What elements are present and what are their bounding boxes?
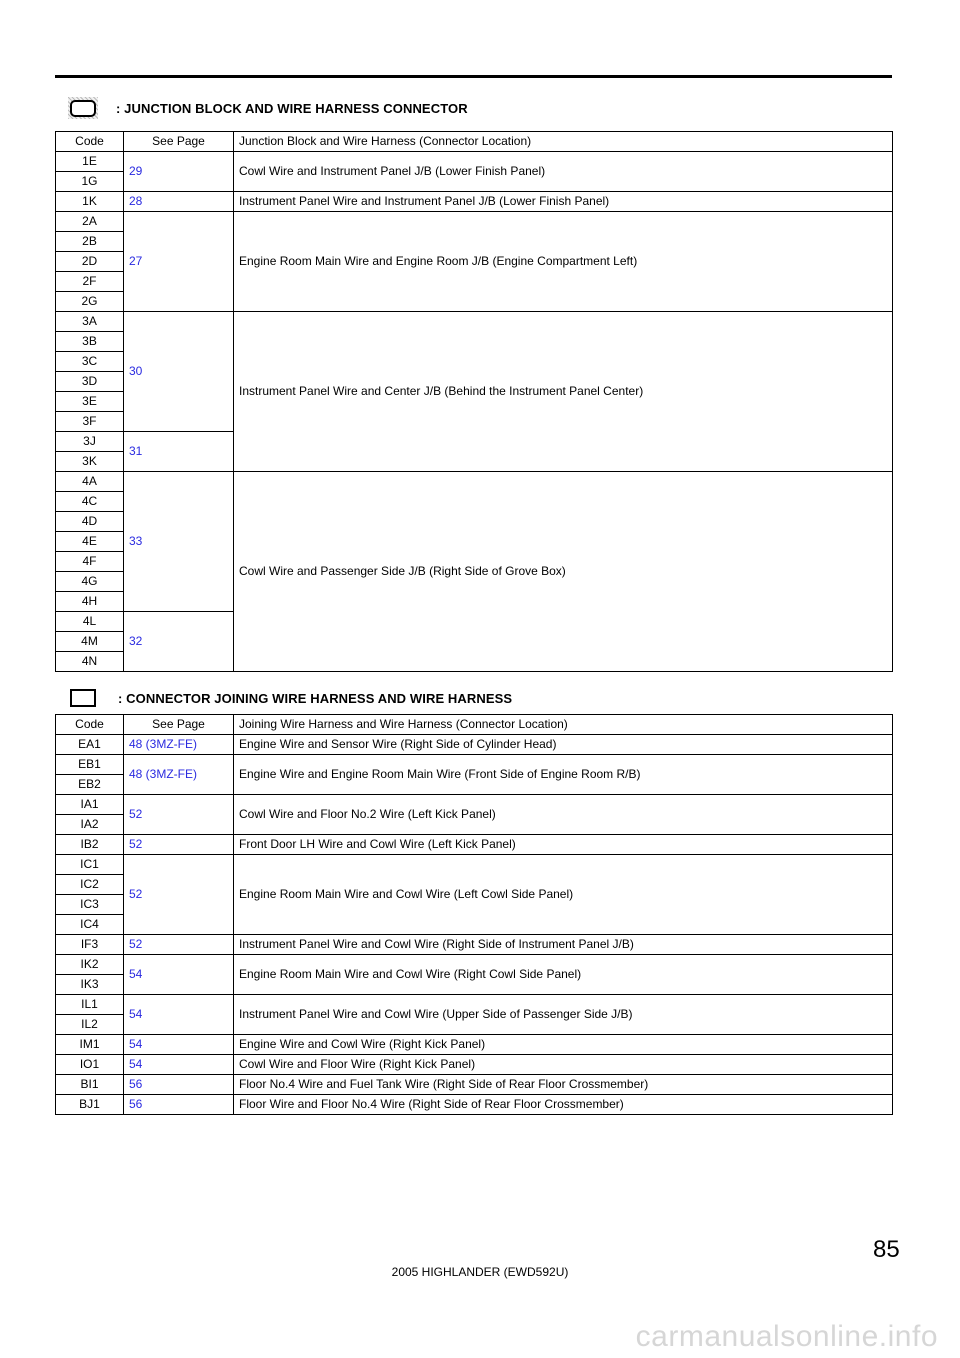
column-header-location: Joining Wire Harness and Wire Harness (Connector Location) [234,715,893,735]
section1-header [68,95,468,121]
code-cell: 3F [56,412,124,432]
code-cell: EB2 [56,775,124,795]
location-cell: Cowl Wire and Passenger Side J/B (Right Side of Grove Box) [234,472,893,672]
column-header-code: Code [56,132,124,152]
see-page-link[interactable]: 31 [124,432,234,472]
see-page-link[interactable]: 30 [124,312,234,432]
location-cell: Engine Room Main Wire and Engine Room J/B (Engine Compartment Left) [234,212,893,312]
code-cell: EB1 [56,755,124,775]
section2-header [68,685,512,711]
table-row [56,1095,893,1115]
wire-harness-table [55,714,893,1115]
location-cell: Engine Wire and Sensor Wire (Right Side of Cylinder Head) [234,735,893,755]
footer-text: 2005 HIGHLANDER (EWD592U) [391,1265,569,1279]
code-cell: BJ1 [56,1095,124,1115]
location-cell: Engine Wire and Engine Room Main Wire (Front Side of Engine Room R/B) [234,755,893,795]
code-cell: 3C [56,352,124,372]
code-cell: IL2 [56,1015,124,1035]
table-header-row [56,132,893,152]
code-cell: 4E [56,532,124,552]
table-row [56,995,893,1015]
code-cell: IC2 [56,875,124,895]
code-cell: IA2 [56,815,124,835]
junction-block-table [55,131,893,672]
code-cell: 2F [56,272,124,292]
location-cell: Engine Room Main Wire and Cowl Wire (Right Cowl Side Panel) [234,955,893,995]
location-cell: Floor No.4 Wire and Fuel Tank Wire (Right Side of Rear Floor Crossmember) [234,1075,893,1095]
see-page-link[interactable]: 48 (3MZ-FE) [124,755,234,795]
location-cell: Floor Wire and Floor No.4 Wire (Right Side of Rear Floor Crossmember) [234,1095,893,1115]
code-cell: IA1 [56,795,124,815]
location-cell: Engine Wire and Cowl Wire (Right Kick Panel) [234,1035,893,1055]
table-row [56,192,893,212]
code-cell: IL1 [56,995,124,1015]
column-header-code: Code [56,715,124,735]
see-page-link[interactable]: 32 [124,612,234,672]
code-cell: 4M [56,632,124,652]
column-header-see-page: See Page [124,715,234,735]
code-cell: 2A [56,212,124,232]
table-row [56,472,893,492]
location-cell: Engine Room Main Wire and Cowl Wire (Left Cowl Side Panel) [234,855,893,935]
see-page-link[interactable]: 28 [124,192,234,212]
see-page-link[interactable]: 54 [124,995,234,1035]
column-header-location: Junction Block and Wire Harness (Connector Location) [234,132,893,152]
location-cell: Front Door LH Wire and Cowl Wire (Left Kick Panel) [234,835,893,855]
see-page-link[interactable]: 52 [124,935,234,955]
code-cell: 4A [56,472,124,492]
code-cell: IK3 [56,975,124,995]
table-row [56,312,893,332]
table-row [56,1055,893,1075]
see-page-link[interactable]: 52 [124,855,234,935]
junction-block-icon [68,97,98,119]
top-rule [55,75,892,78]
table-row [56,735,893,755]
see-page-link[interactable]: 56 [124,1075,234,1095]
see-page-link[interactable]: 56 [124,1095,234,1115]
table-row [56,855,893,875]
code-cell: 1G [56,172,124,192]
code-cell: 2B [56,232,124,252]
location-cell: Instrument Panel Wire and Cowl Wire (Right Side of Instrument Panel J/B) [234,935,893,955]
section1-title: : JUNCTION BLOCK AND WIRE HARNESS CONNECTOR [116,100,468,116]
table-row [56,1035,893,1055]
code-cell: 4L [56,612,124,632]
location-cell: Instrument Panel Wire and Center J/B (Behind the Instrument Panel Center) [234,312,893,472]
location-cell: Cowl Wire and Instrument Panel J/B (Lower Finish Panel) [234,152,893,192]
code-cell: 4N [56,652,124,672]
location-cell: Instrument Panel Wire and Cowl Wire (Upper Side of Passenger Side J/B) [234,995,893,1035]
see-page-link[interactable]: 54 [124,955,234,995]
table-row [56,955,893,975]
code-cell: IC4 [56,915,124,935]
table-row [56,152,893,172]
code-cell: IB2 [56,835,124,855]
see-page-link[interactable]: 33 [124,472,234,612]
location-cell: Cowl Wire and Floor No.2 Wire (Left Kick Panel) [234,795,893,835]
code-cell: 3K [56,452,124,472]
table-row [56,1075,893,1095]
code-cell: IF3 [56,935,124,955]
page-number: 85 [873,1236,900,1263]
column-header-see-page: See Page [124,132,234,152]
code-cell: 4D [56,512,124,532]
code-cell: 4G [56,572,124,592]
code-cell: IC3 [56,895,124,915]
see-page-link[interactable]: 27 [124,212,234,312]
table-header-row [56,715,893,735]
table-row [56,795,893,815]
see-page-link[interactable]: 54 [124,1055,234,1075]
table-row [56,935,893,955]
code-cell: 4H [56,592,124,612]
table-row [56,755,893,775]
code-cell: IO1 [56,1055,124,1075]
see-page-link[interactable]: 54 [124,1035,234,1055]
code-cell: 3E [56,392,124,412]
code-cell: 3D [56,372,124,392]
code-cell: 1E [56,152,124,172]
code-cell: 3J [56,432,124,452]
see-page-link[interactable]: 52 [124,795,234,835]
connector-icon [70,689,96,707]
code-cell: 3A [56,312,124,332]
code-cell: 3B [56,332,124,352]
code-cell: BI1 [56,1075,124,1095]
section2-title: : CONNECTOR JOINING WIRE HARNESS AND WIRE HARNESS [118,690,513,706]
code-cell: IC1 [56,855,124,875]
code-cell: 2D [56,252,124,272]
code-cell: 1K [56,192,124,212]
code-cell: IK2 [56,955,124,975]
see-page-link[interactable]: 29 [124,152,234,192]
watermark: carmanualsonline.info [635,1320,938,1353]
location-cell: Cowl Wire and Floor Wire (Right Kick Panel) [234,1055,893,1075]
code-cell: 2G [56,292,124,312]
code-cell: IM1 [56,1035,124,1055]
code-cell: 4F [56,552,124,572]
location-cell: Instrument Panel Wire and Instrument Panel J/B (Lower Finish Panel) [234,192,893,212]
table-row [56,835,893,855]
code-cell: 4C [56,492,124,512]
table-row [56,212,893,232]
code-cell: EA1 [56,735,124,755]
see-page-link[interactable]: 48 (3MZ-FE) [124,735,234,755]
see-page-link[interactable]: 52 [124,835,234,855]
